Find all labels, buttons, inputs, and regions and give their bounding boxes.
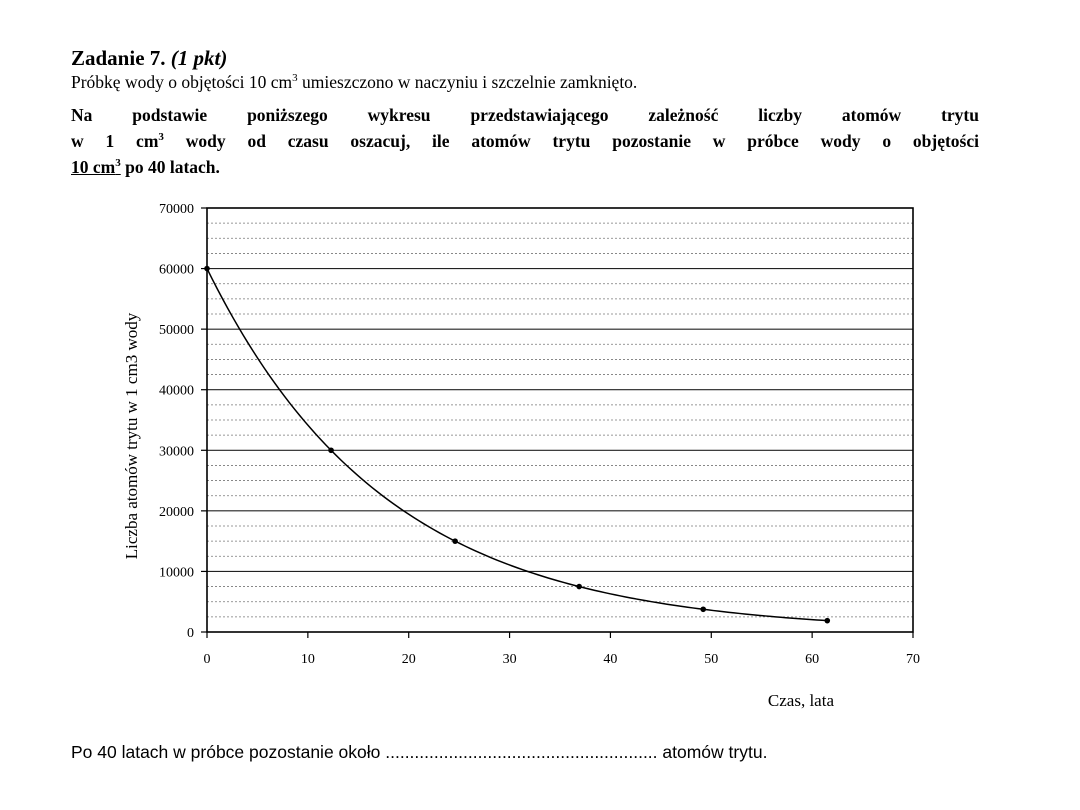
question-line-2-end: wody od czasu oszacuj, ile atomów trytu pozostanie w próbce wody o objętości [163, 131, 979, 151]
x-tick-label: 20 [401, 652, 416, 667]
y-tick-label: 60000 [159, 262, 194, 278]
x-axis-label: Czas, lata [767, 691, 834, 710]
y-tick-label: 10000 [159, 565, 194, 581]
y-tick-label: 20000 [159, 504, 194, 520]
x-tick-label: 40 [603, 652, 618, 667]
y-tick-label: 30000 [159, 444, 194, 460]
y-tick-label: 50000 [159, 323, 194, 339]
answer-blank[interactable]: ........................................................ [385, 742, 658, 762]
data-point [824, 618, 830, 624]
y-tick-label: 0 [187, 626, 194, 641]
intro-superscript: 3 [292, 72, 298, 84]
question-line-1: Na podstawie poniższego wykresu przedstawiającego zależność liczby atomów trytu [71, 105, 979, 125]
answer-line [71, 742, 767, 763]
x-tick-label: 0 [203, 652, 211, 667]
task-number: Zadanie 7. [71, 46, 166, 70]
question-line-2-superscript: 3 [158, 131, 164, 143]
y-axis-label: Liczba atomów trytu w 1 cm3 wody [122, 312, 141, 560]
y-tick-label: 40000 [159, 383, 194, 399]
data-point [576, 584, 582, 590]
x-tick-label: 60 [805, 652, 820, 667]
data-point [700, 606, 706, 612]
data-point [452, 538, 458, 544]
x-tick-label: 70 [906, 652, 920, 667]
question-line-3-end: po 40 latach. [120, 157, 220, 177]
data-point [204, 266, 210, 272]
data-point [328, 447, 334, 453]
x-tick-label: 10 [300, 652, 315, 667]
x-tick-label: 50 [704, 652, 719, 667]
question-line-2-start: w 1 cm [71, 131, 159, 151]
answer-suffix: atomów trytu. [662, 742, 768, 762]
answer-prefix: Po 40 latach w próbce pozostanie około [71, 742, 381, 762]
intro-text: Próbkę wody o objętości 10 cm [71, 72, 293, 92]
question-volume-value: 10 cm [71, 157, 116, 177]
intro-text-end: umieszczono w naczyniu i szczelnie zamknięto. [297, 72, 638, 92]
y-tick-label: 70000 [159, 202, 194, 217]
question-volume-superscript: 3 [115, 157, 121, 169]
task-points: (1 pkt) [170, 46, 228, 70]
x-tick-label: 30 [502, 652, 517, 667]
